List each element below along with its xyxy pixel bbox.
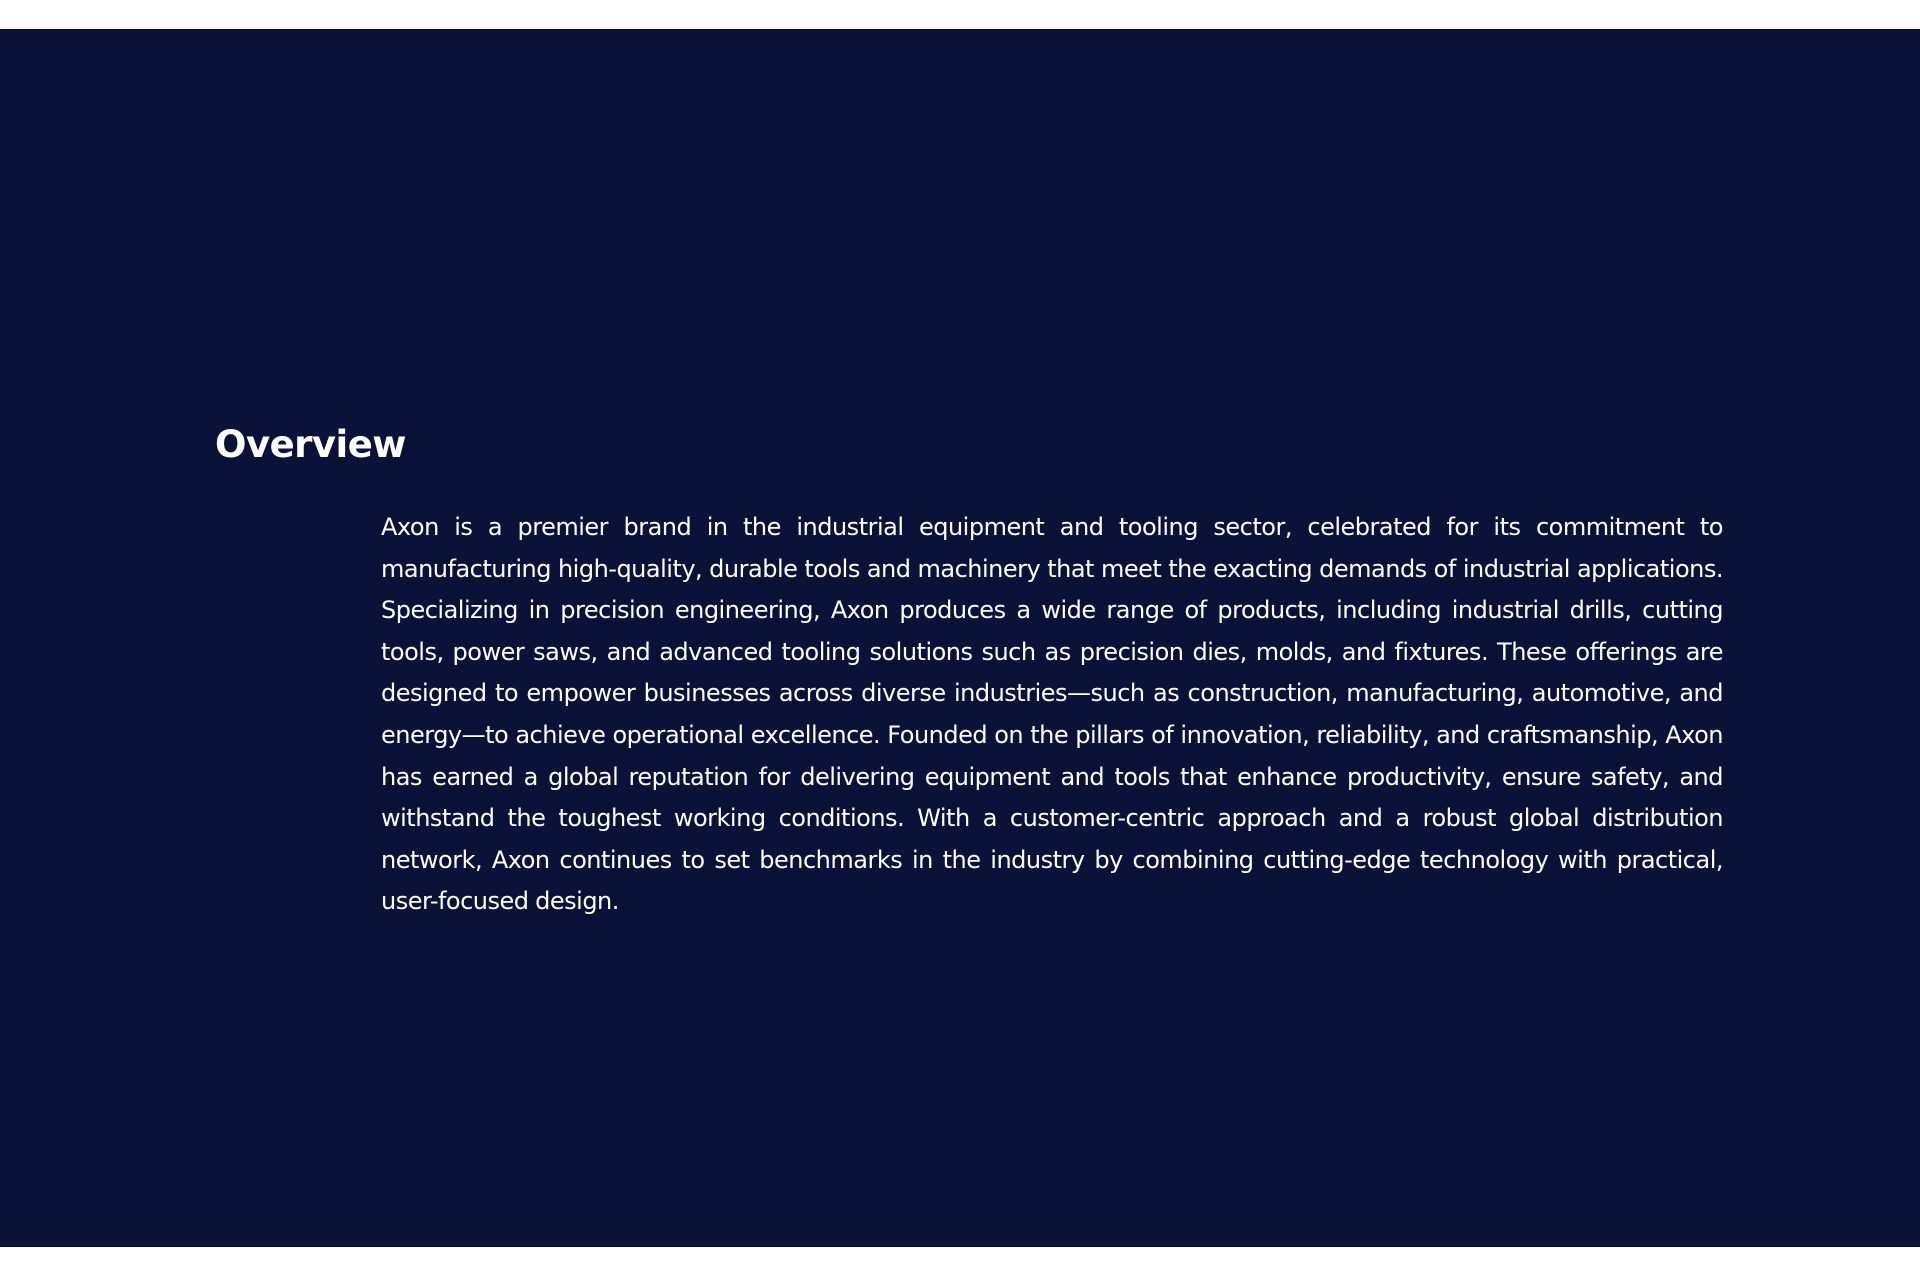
bottom-page-strip	[0, 1247, 1920, 1280]
overview-paragraph: Axon is a premier brand in the industrial equipment and tooling sector, celebrated for its commitment to manufacturing high-quality, durable tools and machinery that meet the exacting demands of industrial applications. Specializing in precision engineering, Axon produces a wide range of products, including industrial drills, cutting tools, power saws, and advanced tooling solutions such as precision dies, molds, and fixtures. These offerings are designed to empower businesses across diverse industries—such as construction, manufacturing, automotive, and energy—to achieve operational excellence. Founded on the pillars of innovation, reliability, and craftsmanship, Axon has earned a global reputation for delivering equipment and tools that enhance productivity, ensure safety, and withstand the toughest working conditions. With a customer-centric approach and a robust global distribution network, Axon continues to set benchmarks in the industry by combining cutting-edge technology with practical, user-focused design.	[381, 513, 1723, 916]
overview-heading: Overview	[215, 423, 406, 466]
overview-section	[0, 29, 1920, 1247]
top-page-strip	[0, 0, 1920, 29]
